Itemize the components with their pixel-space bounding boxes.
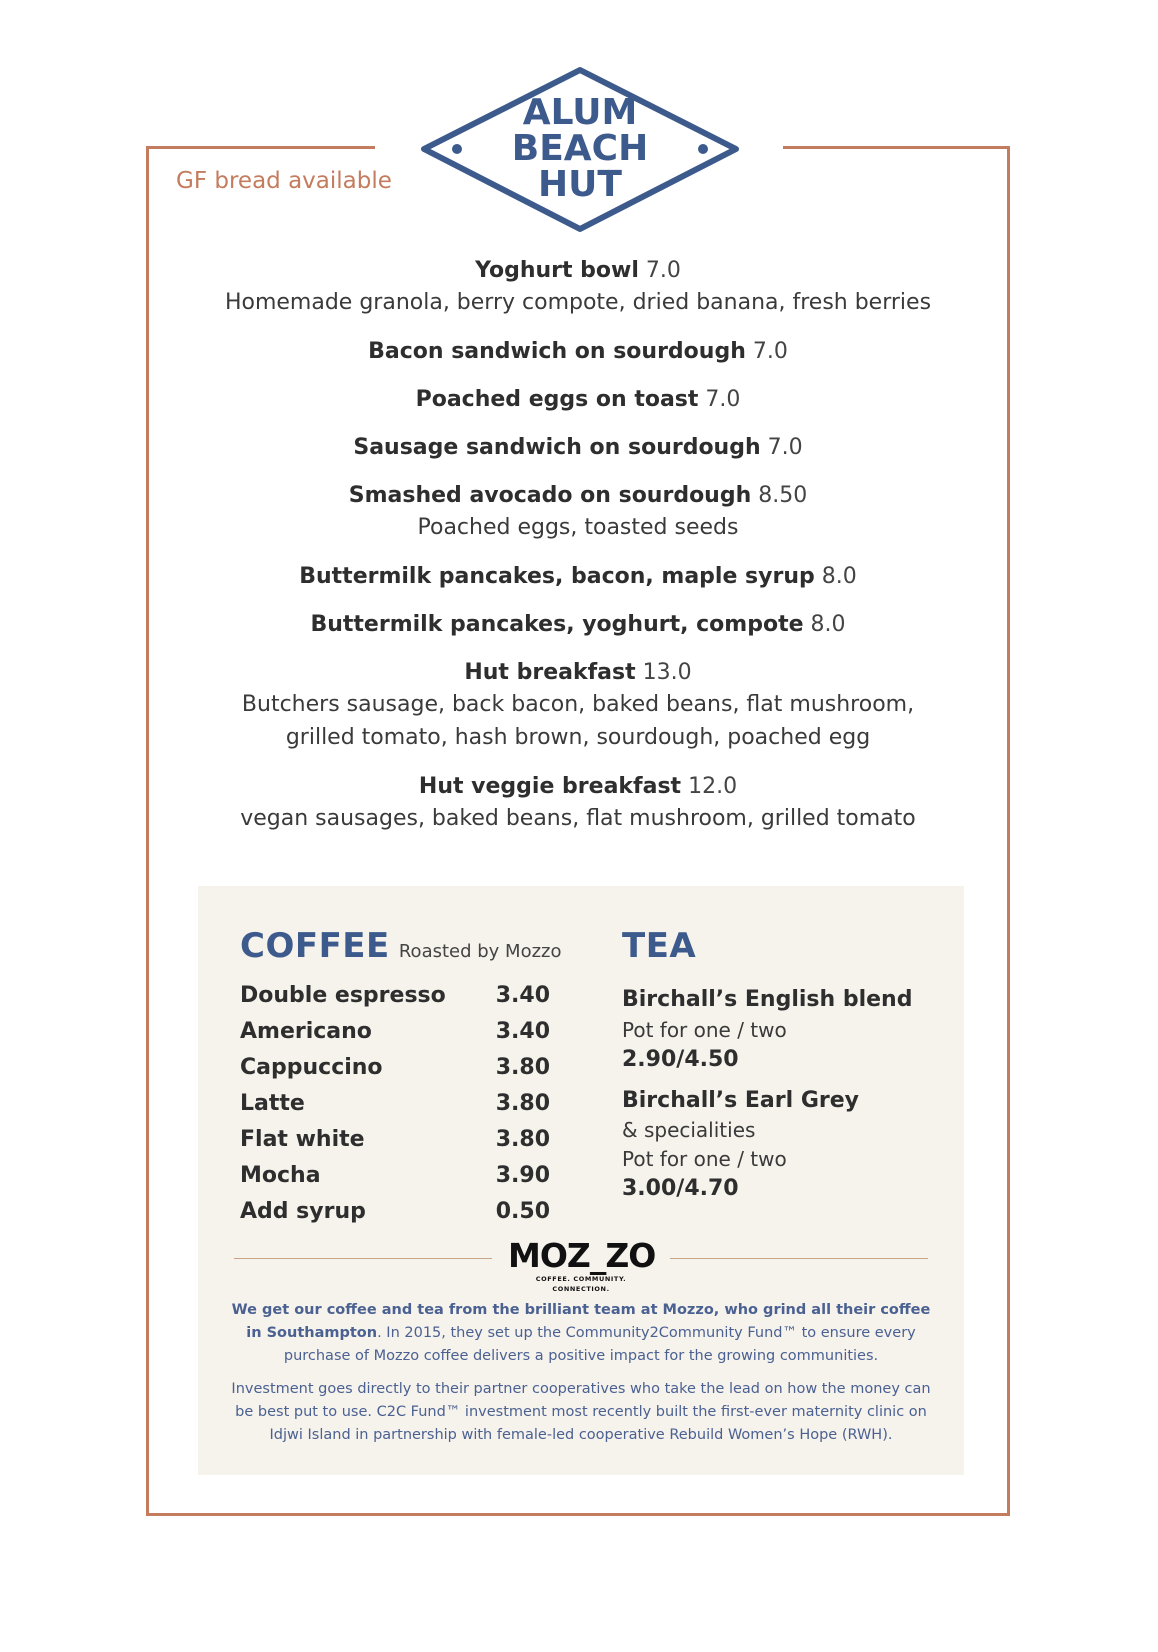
menu-item-name: Yoghurt bowl: [475, 258, 639, 283]
menu-item-name: Poached eggs on toast: [415, 387, 699, 412]
tea-title: TEA: [622, 926, 697, 966]
divider-right: [670, 1258, 928, 1259]
menu-item-price: 7.0: [752, 339, 788, 364]
menu-item-description: Butchers sausage, back bacon, baked beans, flat mushroom,: [241, 692, 915, 717]
menu-item-price: 8.0: [821, 564, 857, 589]
menu-item-line: [146, 384, 1010, 415]
menu-item-price: 8.0: [810, 612, 846, 637]
menu-item-price: 8.50: [758, 483, 808, 508]
menu-item-line: [146, 609, 1010, 640]
coffee-name: Add syrup: [240, 1199, 366, 1224]
tea-price: 3.00/4.70: [622, 1176, 739, 1201]
coffee-price: 3.40: [495, 1019, 550, 1044]
coffee-name: Double espresso: [240, 983, 446, 1008]
menu-item-name: Bacon sandwich on sourdough: [368, 339, 746, 364]
drinks-panel: [198, 886, 964, 1475]
coffee-price: 3.80: [495, 1091, 550, 1116]
coffee-price: 3.40: [495, 983, 550, 1008]
menu-item-name: Buttermilk pancakes, yoghurt, compote: [310, 612, 804, 637]
logo-line-1: ALUM: [522, 92, 638, 133]
tea-name: Birchall’s Earl Grey: [622, 1088, 859, 1113]
logo-dot-left: [452, 144, 462, 154]
tea-name: Birchall’s English blend: [622, 987, 913, 1012]
menu-item: [146, 480, 1010, 544]
coffee-row: [240, 1091, 550, 1127]
about-paragraph-1: [224, 1299, 938, 1368]
menu-item-price: 12.0: [688, 774, 738, 799]
tea-list: [622, 985, 942, 1215]
coffee-row: [240, 1163, 550, 1199]
coffee-row: [240, 1127, 550, 1163]
about-rest: . In 2015, they set up the Community2Community Fund™ to ensure every purchase of Mozzo coffee delivers a positive impact for the growing communities.: [283, 1325, 916, 1364]
menu-item-price: 7.0: [705, 387, 741, 412]
breakfast-menu: [146, 255, 1010, 852]
gf-bread-note: GF bread available: [176, 168, 392, 194]
menu-item-line: [146, 771, 1010, 802]
coffee-price: 3.80: [495, 1127, 550, 1152]
coffee-name: Cappuccino: [240, 1055, 383, 1080]
coffee-row: [240, 1199, 550, 1235]
menu-item-line: [146, 432, 1010, 463]
menu-item-description: Poached eggs, toasted seeds: [417, 515, 739, 540]
menu-item: [146, 255, 1010, 319]
menu-item: [146, 384, 1010, 415]
menu-item: [146, 561, 1010, 592]
logo-line-2: BEACH: [511, 128, 649, 169]
about-mozzo: [224, 1299, 938, 1457]
menu-item-description: Homemade granola, berry compote, dried banana, fresh berries: [224, 290, 932, 315]
menu-item-name: Hut breakfast: [464, 660, 636, 685]
coffee-header: [240, 926, 562, 966]
tea-pot-size: Pot for one / two: [622, 1018, 787, 1042]
coffee-row: [240, 1055, 550, 1091]
menu-item: [146, 336, 1010, 367]
coffee-subtitle: Roasted by Mozzo: [398, 941, 562, 962]
coffee-price: 0.50: [495, 1199, 550, 1224]
mozzo-wordmark: MOZ_ZO: [508, 1236, 656, 1275]
about-paragraph-2: Investment goes directly to their partner cooperatives who take the lead on how the money can be best put to use. C2C Fund™ investment most recently built the first-ever maternity clinic on Idjwi Island in partnership with female-led cooperative Rebuild Women’s Hope (RWH).: [231, 1381, 931, 1443]
menu-item-price: 7.0: [767, 435, 803, 460]
coffee-title: COFFEE: [240, 926, 390, 966]
menu-item-name: Smashed avocado on sourdough: [348, 483, 752, 508]
menu-item-line: [146, 336, 1010, 367]
menu-item-price: 13.0: [642, 660, 692, 685]
coffee-row: [240, 983, 550, 1019]
coffee-price: 3.90: [495, 1163, 550, 1188]
menu-item-name: Hut veggie breakfast: [418, 774, 682, 799]
menu-item-description: grilled tomato, hash brown, sourdough, poached egg: [285, 725, 871, 750]
about-bold: We get our coffee and tea from the brilliant team at Mozzo, who grind all their coffee in Southampton: [231, 1302, 931, 1341]
menu-item-line: [146, 480, 1010, 511]
coffee-list: [240, 983, 550, 1235]
alum-beach-hut-logo: [416, 66, 744, 233]
menu-item-description: vegan sausages, baked beans, flat mushroom, grilled tomato: [240, 806, 916, 831]
logo-line-3: HUT: [538, 164, 622, 205]
menu-item: [146, 771, 1010, 835]
menu-item-price: 7.0: [645, 258, 681, 283]
tea-price: 2.90/4.50: [622, 1047, 739, 1072]
menu-item: [146, 657, 1010, 754]
coffee-row: [240, 1019, 550, 1055]
tea-header: [622, 926, 696, 966]
coffee-name: Flat white: [240, 1127, 365, 1152]
coffee-price: 3.80: [495, 1055, 550, 1080]
coffee-name: Latte: [240, 1091, 305, 1116]
mozzo-logo: [508, 1238, 654, 1292]
tea-speciality: & specialities: [622, 1118, 756, 1142]
menu-item-name: Buttermilk pancakes, bacon, maple syrup: [299, 564, 815, 589]
menu-item-line: [146, 657, 1010, 688]
mozzo-tagline: COFFEE. COMMUNITY. CONNECTION.: [535, 1275, 627, 1293]
coffee-name: Mocha: [240, 1163, 321, 1188]
menu-item-line: [146, 561, 1010, 592]
logo-dot-right: [698, 144, 708, 154]
menu-item-line: [146, 255, 1010, 286]
coffee-name: Americano: [240, 1019, 372, 1044]
menu-item-name: Sausage sandwich on sourdough: [353, 435, 761, 460]
menu-item: [146, 609, 1010, 640]
tea-pot-size: Pot for one / two: [622, 1147, 787, 1171]
menu-item: [146, 432, 1010, 463]
divider-left: [234, 1258, 492, 1259]
